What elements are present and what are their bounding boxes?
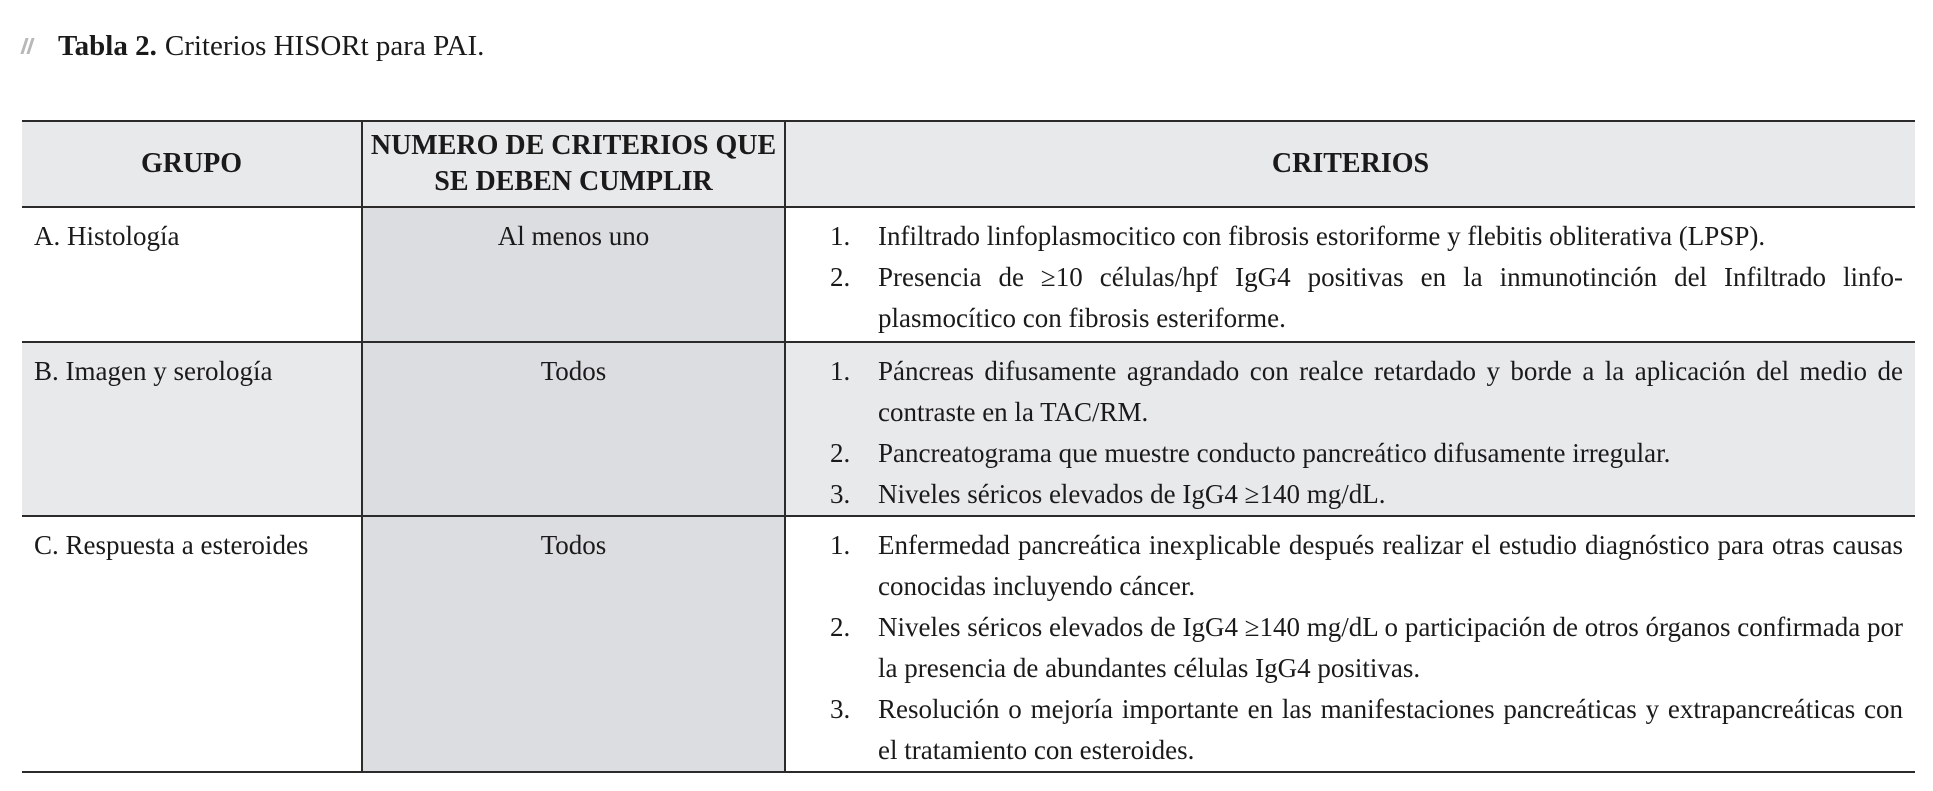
caption-marker-icon: [22, 36, 34, 56]
item-text: Niveles séricos elevados de IgG4 ≥140 mg/dL.: [878, 479, 1386, 509]
table-row: [22, 516, 1915, 772]
item-text: Enfermedad pancreática inexplicable después realizar el estudio diagnóstico para otras causas conocidas incluyendo cáncer.: [878, 530, 1903, 601]
criteria-list: [830, 525, 1903, 771]
numero-cell: Al menos uno: [362, 207, 785, 342]
table-row: [22, 207, 1915, 342]
list-item: [830, 351, 1903, 433]
caption-label: Tabla 2.: [58, 29, 157, 62]
grupo-cell: A. Histología: [22, 207, 362, 342]
list-item: [830, 216, 1903, 257]
grupo-cell: B. Imagen y serología: [22, 342, 362, 516]
item-text: Niveles séricos elevados de IgG4 ≥140 mg/dL o participación de otros órganos confirmada por la presencia de abundantes células IgG4 positivas.: [878, 612, 1903, 683]
table-caption: [22, 26, 484, 66]
table-row: [22, 342, 1915, 516]
criterios-cell: [785, 342, 1915, 516]
criteria-list: [830, 351, 1903, 515]
list-item: [830, 607, 1903, 689]
item-number: 3.: [830, 694, 851, 724]
item-number: 2.: [830, 262, 851, 292]
item-text: Páncreas difusamente agrandado con realce retardado y borde a la aplicación del medio de contraste en la TAC/RM.: [878, 356, 1903, 427]
criterios-cell: [785, 207, 1915, 342]
criterios-cell: [785, 516, 1915, 772]
item-text: Presencia de ≥10 células/hpf IgG4 positivas en la inmunotinción del Infiltrado linfoplasmocítico con fibrosis esteriforme.: [878, 262, 1903, 333]
item-number: 2.: [830, 438, 851, 468]
grupo-cell: C. Respuesta a esteroides: [34, 530, 309, 560]
item-number: 3.: [830, 479, 851, 509]
table-header-row: [22, 121, 1915, 207]
item-text: Pancreatograma que muestre conducto pancreático difusamente irregular.: [878, 438, 1671, 468]
criteria-table: [22, 120, 1915, 773]
list-item: [830, 433, 1903, 474]
criteria-list: [830, 216, 1903, 339]
list-item: [830, 525, 1903, 607]
item-number: 1.: [830, 356, 851, 386]
item-number: 1.: [830, 221, 851, 251]
caption-title: Criterios HISORt para PAI.: [164, 29, 485, 62]
numero-cell: Todos: [362, 342, 785, 516]
item-number: 2.: [830, 612, 851, 642]
item-text: Infiltrado linfoplasmocitico con fibrosis estoriforme y flebitis obliterativa (LPSP).: [878, 221, 1766, 251]
header-numero: NUMERO DE CRITERIOS QUE SE DEBEN CUMPLIR: [362, 121, 785, 207]
item-text: Resolución o mejoría importante en las manifestaciones pancreáticas y extrapancreáticas con el tratamiento con esteroides.: [878, 694, 1903, 765]
header-criterios: CRITERIOS: [785, 121, 1915, 207]
list-item: [830, 257, 1903, 339]
list-item: [830, 474, 1903, 515]
numero-cell: Todos: [362, 516, 785, 772]
item-number: 1.: [830, 530, 851, 560]
header-grupo: GRUPO: [22, 121, 362, 207]
list-item: [830, 689, 1903, 771]
